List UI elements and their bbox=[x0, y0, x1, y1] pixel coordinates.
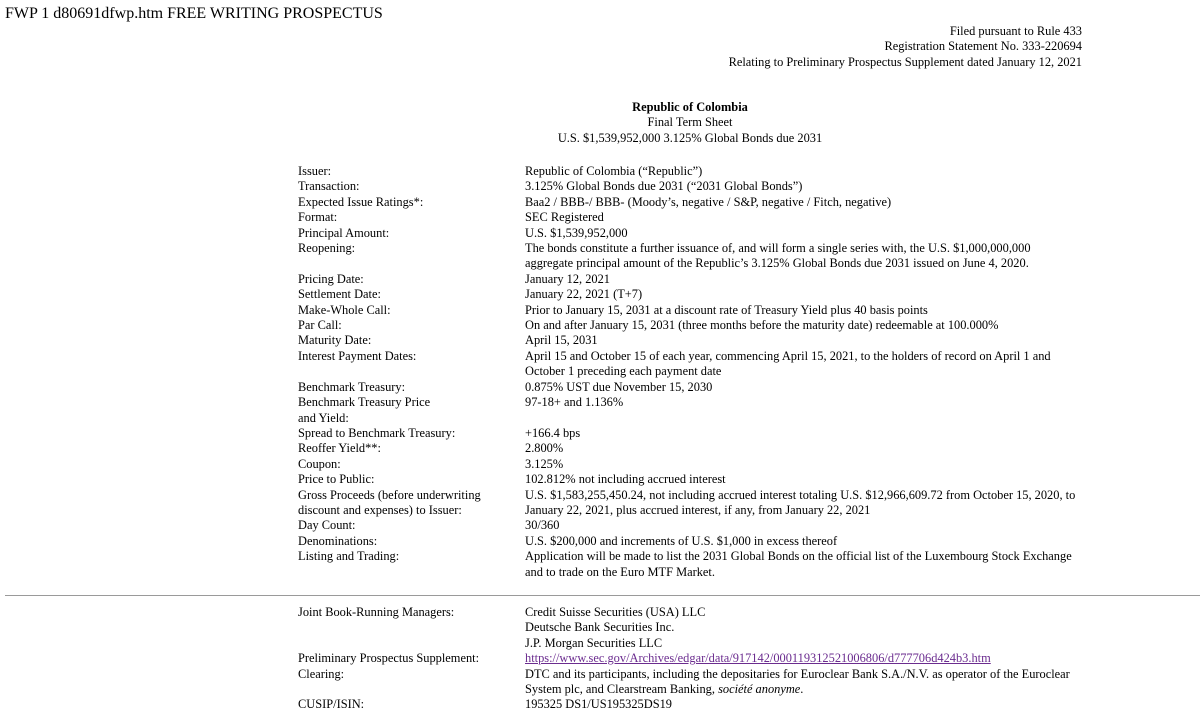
clearing-line: DTC and its participants, including the depositaries for Euroclear Bank S.A./N.V. as operator of the Euroclear bbox=[525, 666, 1070, 681]
term-value-line: 97-18+ and 1.136% bbox=[525, 395, 624, 410]
term-label-line: Listing and Trading: bbox=[298, 549, 400, 564]
term-label-line: Reoffer Yield**: bbox=[298, 441, 381, 456]
term-value bbox=[525, 164, 1085, 179]
term-row bbox=[298, 164, 1098, 179]
term-label bbox=[298, 426, 525, 441]
term-row bbox=[298, 549, 1098, 580]
term-value-line: Baa2 / BBB-/ BBB- (Moody’s, negative / S&P, negative / Fitch, negative) bbox=[525, 194, 892, 209]
term-value bbox=[525, 287, 1085, 302]
term-label bbox=[298, 534, 525, 549]
managers-row bbox=[298, 605, 1098, 651]
term-value bbox=[525, 195, 1085, 210]
term-value bbox=[525, 605, 1085, 651]
term-value-line: Republic of Colombia (“Republic”) bbox=[525, 164, 703, 178]
term-label-line: Format: bbox=[298, 210, 338, 225]
term-value-line: January 12, 2021 bbox=[525, 271, 610, 286]
term-label-line: Transaction: bbox=[298, 179, 360, 194]
term-label: Joint Book-Running Managers: bbox=[298, 605, 455, 619]
term-label-line: Make-Whole Call: bbox=[298, 302, 391, 317]
term-label bbox=[298, 318, 525, 333]
term-value-line: The bonds constitute a further issuance of, and will form a single series with, the U.S. $1,000,000,000 bbox=[525, 241, 1031, 256]
term-row bbox=[298, 333, 1098, 348]
clearing-row bbox=[298, 667, 1098, 698]
term-row bbox=[298, 303, 1098, 318]
term-label bbox=[298, 380, 525, 395]
term-label bbox=[298, 226, 525, 241]
term-value bbox=[525, 651, 1085, 666]
term-value-line: 102.812% not including accrued interest bbox=[525, 472, 726, 487]
term-value-line: January 22, 2021 (T+7) bbox=[525, 287, 643, 302]
section-divider bbox=[5, 595, 1200, 596]
term-value-line: and to trade on the Euro MTF Market. bbox=[525, 564, 715, 579]
term-label bbox=[298, 457, 525, 472]
term-value-line: 30/360 bbox=[525, 518, 560, 533]
term-label bbox=[298, 549, 525, 580]
term-value-line: January 22, 2021, plus accrued interest, if any, from January 22, 2021 bbox=[525, 502, 871, 517]
term-row bbox=[298, 426, 1098, 441]
term-label-line: Price to Public: bbox=[298, 472, 375, 487]
terms-table bbox=[298, 164, 1098, 580]
term-value-line: Application will be made to list the 2031 Global Bonds on the official list of the Luxembourg Stock Exchange bbox=[525, 549, 1072, 564]
term-value-line: April 15 and October 15 of each year, commencing April 15, 2021, to the holders of record on April 1 and bbox=[525, 348, 1051, 363]
term-label-line: Maturity Date: bbox=[298, 333, 372, 348]
term-value-line: Prior to January 15, 2031 at a discount rate of Treasury Yield plus 40 basis points bbox=[525, 302, 928, 317]
term-label bbox=[298, 472, 525, 487]
term-label: CUSIP/ISIN: bbox=[298, 697, 365, 712]
term-row bbox=[298, 272, 1098, 287]
term-label-line: Principal Amount: bbox=[298, 225, 390, 240]
term-label-line: Pricing Date: bbox=[298, 271, 364, 286]
prospectus-link[interactable]: https://www.sec.gov/Archives/edgar/data/917142/000119312521006806/d777706d424b3.htm bbox=[525, 651, 991, 666]
term-value: 195325 DS1/US195325DS19 bbox=[525, 697, 672, 712]
term-row bbox=[298, 534, 1098, 549]
term-label-line: discount and expenses) to Issuer: bbox=[298, 502, 462, 517]
clearing-italic: société anonyme bbox=[718, 682, 801, 697]
term-label bbox=[298, 195, 525, 210]
term-row bbox=[298, 380, 1098, 395]
term-value-line: 2.800% bbox=[525, 441, 564, 456]
prospectus-reference: Relating to Preliminary Prospectus Supplement dated January 12, 2021 bbox=[728, 54, 1082, 69]
term-row bbox=[298, 210, 1098, 225]
term-value-line: 3.125% Global Bonds due 2031 (“2031 Global Bonds”) bbox=[525, 179, 803, 194]
term-value bbox=[525, 272, 1085, 287]
term-value bbox=[525, 518, 1085, 533]
term-value bbox=[525, 534, 1085, 549]
term-value bbox=[525, 457, 1085, 472]
issuer-title: Republic of Colombia bbox=[632, 100, 748, 114]
term-label bbox=[298, 518, 525, 533]
filing-info bbox=[729, 24, 1082, 70]
term-row bbox=[298, 226, 1098, 241]
term-label-line: Settlement Date: bbox=[298, 287, 381, 302]
term-label-line: and Yield: bbox=[298, 410, 349, 425]
term-value-line: SEC Registered bbox=[525, 210, 604, 225]
term-label bbox=[298, 441, 525, 456]
distribution-table bbox=[298, 605, 1098, 713]
term-value bbox=[525, 349, 1085, 380]
term-value bbox=[525, 210, 1085, 225]
clearing-period: . bbox=[800, 682, 804, 697]
term-row bbox=[298, 349, 1098, 380]
term-value bbox=[525, 318, 1085, 333]
term-label-line: Gross Proceeds (before underwriting bbox=[298, 487, 481, 502]
term-label-line: Expected Issue Ratings*: bbox=[298, 194, 424, 209]
term-value bbox=[525, 441, 1085, 456]
manager-name: Deutsche Bank Securities Inc. bbox=[525, 620, 675, 635]
term-label bbox=[298, 287, 525, 302]
clearing-text: System plc, and Clearstream Banking, bbox=[525, 682, 719, 697]
term-label bbox=[298, 210, 525, 225]
term-value-line: U.S. $1,539,952,000 bbox=[525, 225, 628, 240]
term-row bbox=[298, 472, 1098, 487]
term-label bbox=[298, 488, 525, 519]
term-value-line: 3.125% bbox=[525, 456, 564, 471]
term-sheet-title bbox=[0, 100, 1200, 146]
term-value bbox=[525, 488, 1085, 519]
term-row bbox=[298, 457, 1098, 472]
term-value-line: April 15, 2031 bbox=[525, 333, 598, 348]
term-value bbox=[525, 380, 1085, 395]
term-row bbox=[298, 241, 1098, 272]
term-value-line: +166.4 bps bbox=[525, 425, 581, 440]
term-value bbox=[525, 333, 1085, 348]
term-label bbox=[298, 333, 525, 348]
term-label-line: Interest Payment Dates: bbox=[298, 348, 417, 363]
term-label-line: Spread to Benchmark Treasury: bbox=[298, 425, 456, 440]
clearing-line bbox=[525, 682, 1085, 697]
term-label-line: Benchmark Treasury Price bbox=[298, 395, 431, 410]
term-label-line: Benchmark Treasury: bbox=[298, 379, 406, 394]
term-value-line: U.S. $1,583,255,450.24, not including accrued interest totaling U.S. $12,966,609.72 from October 15, 2020, to bbox=[525, 487, 1076, 502]
term-value bbox=[525, 395, 1085, 426]
term-row bbox=[298, 195, 1098, 210]
term-value-line: aggregate principal amount of the Republic’s 3.125% Global Bonds due 2031 issued on June 4, 2020. bbox=[525, 256, 1029, 271]
term-label bbox=[298, 349, 525, 380]
term-value bbox=[525, 226, 1085, 241]
manager-name: Credit Suisse Securities (USA) LLC bbox=[525, 605, 706, 619]
term-value bbox=[525, 549, 1085, 580]
term-value bbox=[525, 426, 1085, 441]
term-label bbox=[298, 241, 525, 272]
manager-name: J.P. Morgan Securities LLC bbox=[525, 635, 663, 650]
term-value-line: U.S. $200,000 and increments of U.S. $1,000 in excess thereof bbox=[525, 533, 838, 548]
term-row bbox=[298, 441, 1098, 456]
registration-statement: Registration Statement No. 333-220694 bbox=[884, 39, 1082, 54]
term-row bbox=[298, 518, 1098, 533]
term-value bbox=[525, 241, 1085, 272]
term-label-line: Par Call: bbox=[298, 318, 342, 333]
term-value bbox=[525, 303, 1085, 318]
term-label bbox=[298, 164, 525, 179]
term-label-line: Coupon: bbox=[298, 456, 341, 471]
term-label: Clearing: bbox=[298, 666, 345, 681]
term-label-line: Reopening: bbox=[298, 241, 356, 256]
term-label-line: Issuer: bbox=[298, 164, 332, 178]
sheet-title: Final Term Sheet bbox=[647, 115, 733, 130]
term-label-line: Day Count: bbox=[298, 518, 356, 533]
term-value bbox=[525, 667, 1085, 698]
term-label: Preliminary Prospectus Supplement: bbox=[298, 651, 480, 666]
term-value-line: 0.875% UST due November 15, 2030 bbox=[525, 379, 713, 394]
bond-title: U.S. $1,539,952,000 3.125% Global Bonds due 2031 bbox=[557, 130, 823, 145]
term-row bbox=[298, 488, 1098, 519]
term-label-line: Denominations: bbox=[298, 533, 378, 548]
prelim-row bbox=[298, 651, 1098, 666]
term-label bbox=[298, 179, 525, 194]
term-value-line: October 1 preceding each payment date bbox=[525, 364, 722, 379]
term-label bbox=[298, 303, 525, 318]
term-row bbox=[298, 287, 1098, 302]
term-value bbox=[525, 472, 1085, 487]
filing-rule: Filed pursuant to Rule 433 bbox=[949, 24, 1082, 38]
term-row bbox=[298, 179, 1098, 194]
cusip-row bbox=[298, 697, 1098, 712]
term-label bbox=[298, 272, 525, 287]
term-value bbox=[525, 179, 1085, 194]
term-row bbox=[298, 395, 1098, 426]
term-label bbox=[298, 395, 525, 426]
term-value-line: On and after January 15, 2031 (three months before the maturity date) redeemable at 100.000% bbox=[525, 318, 999, 333]
document-header: FWP 1 d80691dfwp.htm FREE WRITING PROSPECTUS bbox=[5, 5, 383, 22]
term-row bbox=[298, 318, 1098, 333]
